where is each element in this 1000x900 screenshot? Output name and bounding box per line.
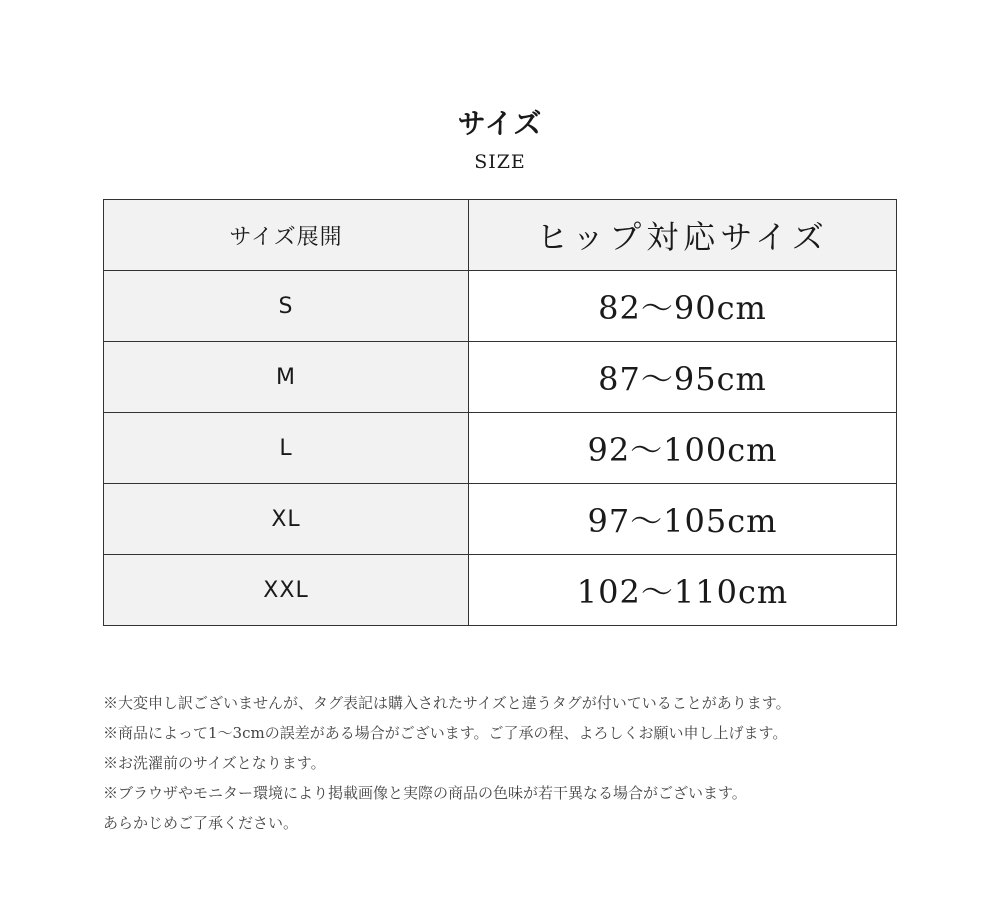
table-row <box>104 342 897 413</box>
hip-cell: 92〜100cm <box>469 413 897 484</box>
note-line: あらかじめご了承ください。 <box>103 814 299 832</box>
size-cell: S <box>104 271 469 342</box>
size-cell: XL <box>104 484 469 555</box>
size-cell: L <box>104 413 469 484</box>
note-line: ※商品によって1〜3cmの誤差がある場合がございます。ご了承の程、よろしくお願い申し上げます。 <box>103 724 788 742</box>
size-cell: M <box>104 342 469 413</box>
table-row <box>104 271 897 342</box>
column-header-hip: ヒップ対応サイズ <box>469 200 897 271</box>
column-header-size: サイズ展開 <box>104 200 469 271</box>
hip-cell: 97〜105cm <box>469 484 897 555</box>
size-table <box>103 199 897 626</box>
hip-cell: 102〜110cm <box>469 555 897 626</box>
note-line: ※大変申し訳ございませんが、タグ表記は購入されたサイズと違うタグが付いていることがあります。 <box>103 694 791 712</box>
table-header-row <box>104 200 897 271</box>
table-row <box>104 555 897 626</box>
hip-cell: 87〜95cm <box>469 342 897 413</box>
note-line: ※ブラウザやモニター環境により掲載画像と実際の商品の色味が若干異なる場合がございます。 <box>103 784 747 802</box>
notes <box>103 688 923 838</box>
size-cell: XXL <box>104 555 469 626</box>
hip-cell: 82〜90cm <box>469 271 897 342</box>
page-subtitle: SIZE <box>474 151 526 173</box>
table-row <box>104 484 897 555</box>
table-row <box>104 413 897 484</box>
page-title: サイズ <box>457 107 543 140</box>
note-line: ※お洗濯前のサイズとなります。 <box>103 754 326 772</box>
